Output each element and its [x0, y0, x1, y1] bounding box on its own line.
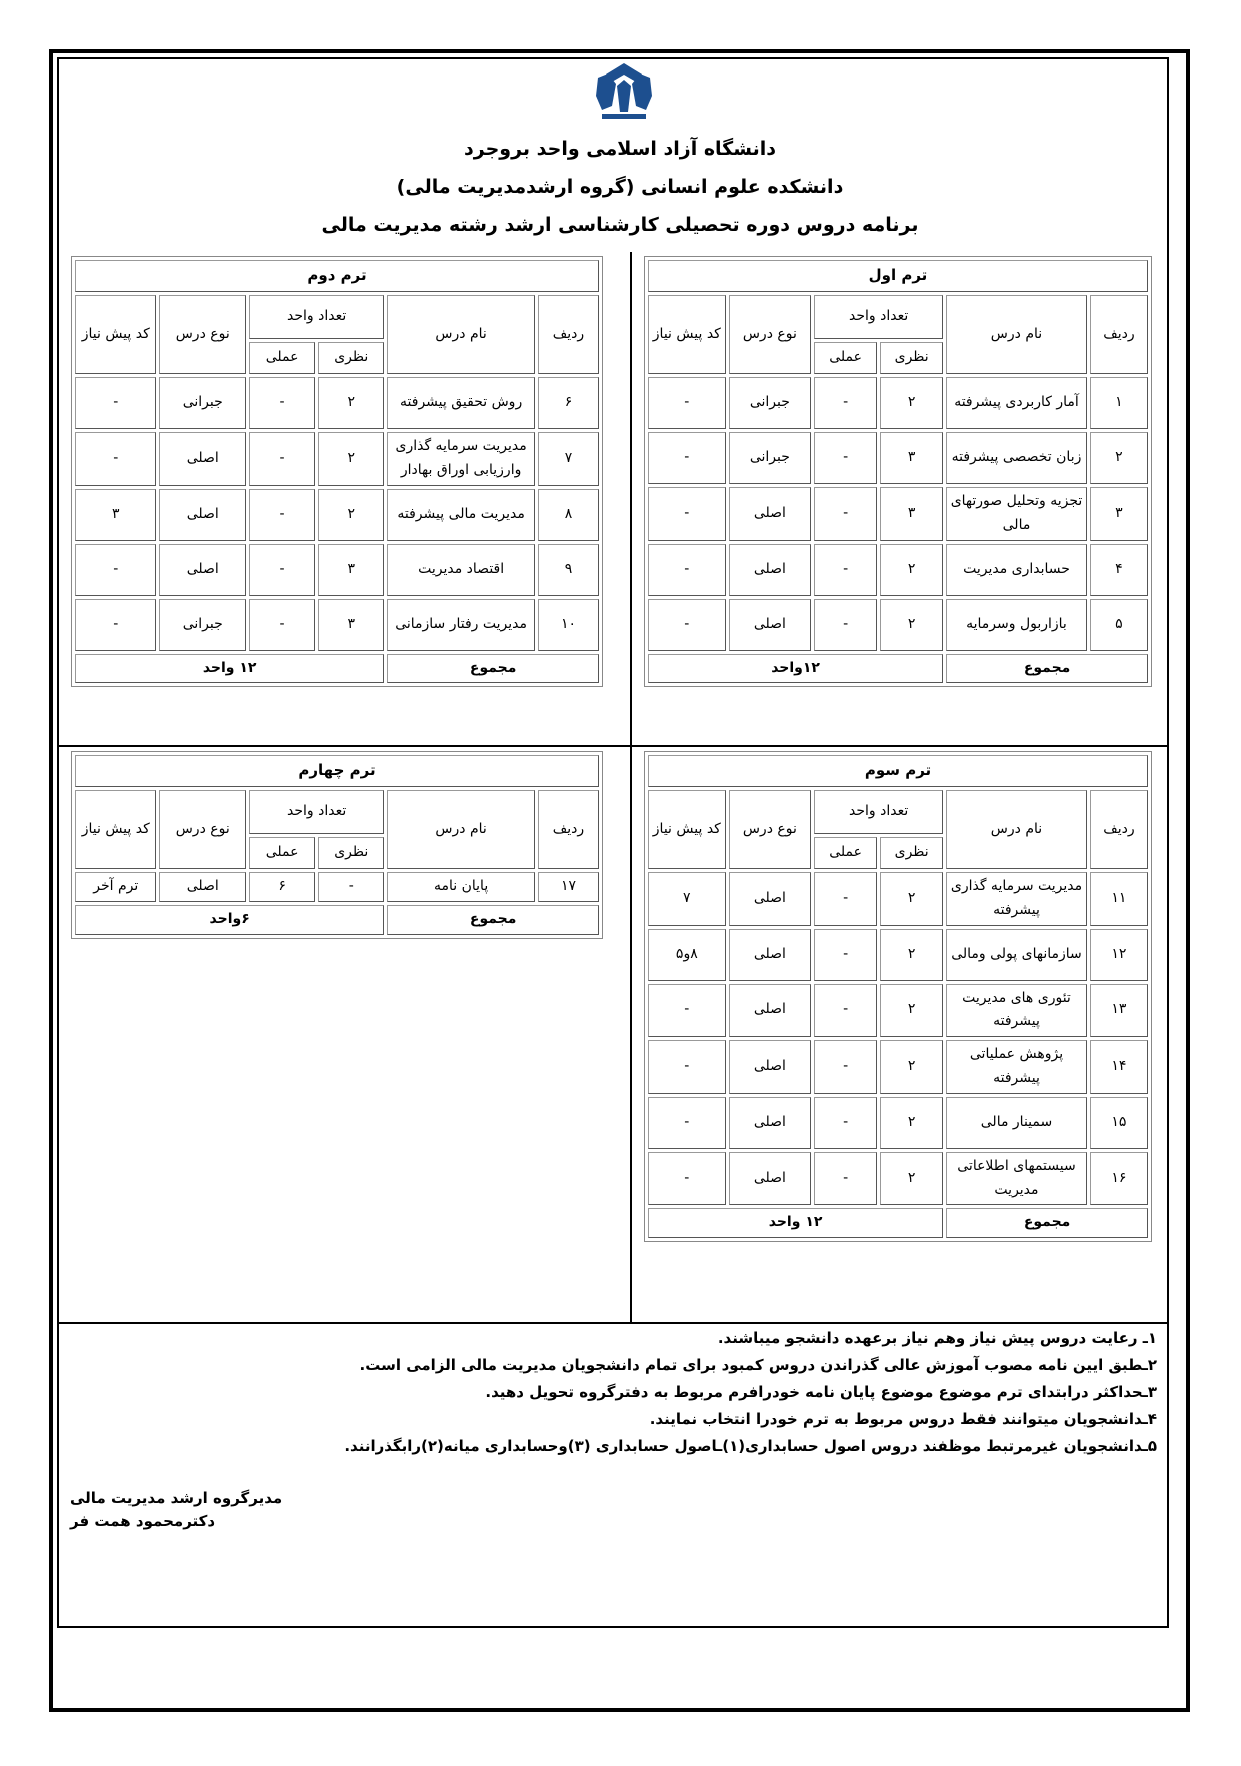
table-row	[75, 377, 599, 429]
col-header-type: نوع درس	[159, 790, 246, 869]
practical-units: -	[814, 544, 877, 596]
col-header-practical: عملی	[249, 342, 315, 374]
col-header-theory: نظری	[880, 837, 943, 869]
theory-units: ۲	[880, 929, 943, 981]
practical-units: -	[814, 872, 877, 926]
course-name: مدیریت رفتار سازمانی	[387, 599, 535, 651]
table-row	[75, 489, 599, 541]
course-name: مدیریت سرمایه گذاری وارزیابی اوراق بهادار	[387, 432, 535, 486]
row-number: ۳	[1090, 487, 1148, 541]
table-row	[75, 432, 599, 486]
signature-name: دکترمحمود همت فر	[70, 1512, 216, 1530]
course-name: مدیریت سرمایه گذاری پیشرفته	[946, 872, 1087, 926]
theory-units: ۲	[880, 544, 943, 596]
col-header-theory: نظری	[880, 342, 943, 374]
course-type: اصلی	[729, 599, 811, 651]
prereq-code: ۸و۵	[648, 929, 726, 981]
prereq-code: -	[75, 599, 156, 651]
column-divider	[630, 252, 632, 1322]
signature-block	[70, 1487, 282, 1533]
col-header-prereq: کد پیش نیاز	[648, 295, 726, 374]
course-name: حسابداری مدیریت	[946, 544, 1087, 596]
col-header-type: نوع درس	[159, 295, 246, 374]
practical-units: -	[814, 984, 877, 1038]
col-header-row: ردیف	[538, 790, 599, 869]
theory-units: ۳	[318, 599, 384, 651]
note-3: ۳ـحداکثر درابتدای ترم موضوع موضوع پایان نامه خودرافرم مربوط به دفترگروه تحویل دهید.	[485, 1383, 1157, 1401]
term-2-table	[71, 256, 603, 687]
table-row	[648, 432, 1148, 484]
col-header-name: نام درس	[387, 295, 535, 374]
note-2: ۲ـطبق ایین نامه مصوب آموزش عالی گذراندن دروس کمبود برای تمام دانشجویان مدیریت مالی الزامی است.	[359, 1356, 1157, 1374]
prereq-code: -	[648, 544, 726, 596]
prereq-code: -	[75, 544, 156, 596]
row-number: ۱۷	[538, 872, 599, 902]
theory-units: ۲	[318, 432, 384, 486]
term-title: ترم اول	[648, 260, 1148, 292]
sum-label: مجموع	[387, 654, 599, 684]
course-name: سازمانهای پولی ومالی	[946, 929, 1087, 981]
sum-total: ۱۲واحد	[648, 654, 943, 684]
row-number: ۱۲	[1090, 929, 1148, 981]
course-name: زبان تخصصی پیشرفته	[946, 432, 1087, 484]
course-name: تجزیه وتحلیل صورتهای مالی	[946, 487, 1087, 541]
sum-total: ۶واحد	[75, 905, 384, 935]
prereq-code: -	[648, 1152, 726, 1206]
practical-units: ۶	[249, 872, 315, 902]
course-type: اصلی	[159, 872, 246, 902]
col-header-row: ردیف	[1090, 295, 1148, 374]
table-row	[648, 984, 1148, 1038]
course-type: جبرانی	[729, 377, 811, 429]
course-type: اصلی	[729, 487, 811, 541]
col-header-units: تعداد واحد	[814, 295, 943, 339]
practical-units: -	[814, 487, 877, 541]
practical-units: -	[814, 929, 877, 981]
col-header-row: ردیف	[538, 295, 599, 374]
course-type: اصلی	[729, 1040, 811, 1094]
col-header-practical: عملی	[249, 837, 315, 869]
col-header-units: تعداد واحد	[249, 295, 384, 339]
row-number: ۵	[1090, 599, 1148, 651]
col-header-practical: عملی	[814, 342, 877, 374]
row-number: ۶	[538, 377, 599, 429]
header-university: دانشگاه آزاد اسلامی واحد بروجرد	[464, 138, 776, 160]
course-type: اصلی	[159, 489, 246, 541]
term-1-table	[644, 256, 1152, 687]
col-header-theory: نظری	[318, 342, 384, 374]
prereq-code: -	[648, 432, 726, 484]
practical-units: -	[249, 432, 315, 486]
theory-units: ۲	[880, 984, 943, 1038]
prereq-code: -	[648, 377, 726, 429]
table-row	[648, 929, 1148, 981]
course-type: اصلی	[729, 929, 811, 981]
prereq-code: ۳	[75, 489, 156, 541]
practical-units: -	[814, 1097, 877, 1149]
prereq-code: ترم آخر	[75, 872, 156, 902]
row-divider	[59, 745, 1167, 747]
prereq-code: -	[648, 599, 726, 651]
practical-units: -	[249, 599, 315, 651]
row-number: ۱۳	[1090, 984, 1148, 1038]
theory-units: ۲	[318, 489, 384, 541]
practical-units: -	[814, 1040, 877, 1094]
practical-units: -	[249, 377, 315, 429]
sum-total: ۱۲ واحد	[75, 654, 384, 684]
col-header-type: نوع درس	[729, 790, 811, 869]
note-4: ۴ـدانشجویان میتوانند فقط دروس مربوط به ترم خودرا انتخاب نمایند.	[649, 1410, 1157, 1428]
theory-units: ۲	[880, 872, 943, 926]
notes-divider	[59, 1322, 1167, 1324]
course-name: پژوهش عملیاتی پیشرفته	[946, 1040, 1087, 1094]
col-header-name: نام درس	[946, 790, 1087, 869]
row-number: ۷	[538, 432, 599, 486]
term-4-table	[71, 751, 603, 939]
note-5: ۵ـدانشجویان غیرمرتبط موظفند دروس اصول حسابداری(۱)ـاصول حسابداری (۳)وحسابداری میانه(۲)رابگذرانند.	[344, 1437, 1157, 1455]
sum-label: مجموع	[946, 1208, 1148, 1238]
course-type: اصلی	[729, 544, 811, 596]
row-number: ۱۴	[1090, 1040, 1148, 1094]
table-row	[648, 544, 1148, 596]
notes-section	[77, 1325, 1157, 1460]
prereq-code: -	[75, 432, 156, 486]
university-logo	[582, 60, 666, 130]
course-type: جبرانی	[729, 432, 811, 484]
course-type: جبرانی	[159, 377, 246, 429]
col-header-prereq: کد پیش نیاز	[648, 790, 726, 869]
sum-label: مجموع	[946, 654, 1148, 684]
prereq-code: -	[648, 487, 726, 541]
header-faculty: دانشکده علوم انسانی (گروه ارشدمدیریت مالی)	[396, 176, 844, 198]
row-number: ۸	[538, 489, 599, 541]
term-3-table	[644, 751, 1152, 1242]
theory-units: ۳	[880, 487, 943, 541]
course-name: روش تحقیق پیشرفته	[387, 377, 535, 429]
table-row	[75, 544, 599, 596]
course-name: تئوری های مدیریت پیشرفته	[946, 984, 1087, 1038]
col-header-units: تعداد واحد	[249, 790, 384, 834]
course-name: مدیریت مالی پیشرفته	[387, 489, 535, 541]
term-title: ترم دوم	[75, 260, 599, 292]
practical-units: -	[249, 489, 315, 541]
signature-title: مدیرگروه ارشد مدیریت مالی	[70, 1489, 283, 1507]
theory-units: ۲	[880, 599, 943, 651]
prereq-code: -	[75, 377, 156, 429]
course-name: بازاربول وسرمایه	[946, 599, 1087, 651]
note-1: ۱ـ رعایت دروس پیش نیاز وهم نیاز برعهده دانشجو میباشند.	[717, 1329, 1157, 1347]
col-header-row: ردیف	[1090, 790, 1148, 869]
course-name: پایان نامه	[387, 872, 535, 902]
sum-label: مجموع	[387, 905, 599, 935]
practical-units: -	[814, 1152, 877, 1206]
sum-total: ۱۲ واحد	[648, 1208, 943, 1238]
practical-units: -	[814, 599, 877, 651]
row-number: ۱۶	[1090, 1152, 1148, 1206]
table-row	[648, 1152, 1148, 1206]
prereq-code: ۷	[648, 872, 726, 926]
practical-units: -	[814, 377, 877, 429]
table-row	[648, 599, 1148, 651]
course-type: اصلی	[159, 544, 246, 596]
col-header-name: نام درس	[946, 295, 1087, 374]
table-row	[75, 872, 599, 902]
col-header-units: تعداد واحد	[814, 790, 943, 834]
table-row	[648, 872, 1148, 926]
table-row	[648, 1040, 1148, 1094]
table-row	[648, 377, 1148, 429]
row-number: ۴	[1090, 544, 1148, 596]
theory-units: ۲	[318, 377, 384, 429]
theory-units: ۲	[880, 1097, 943, 1149]
col-header-practical: عملی	[814, 837, 877, 869]
theory-units: ۲	[880, 1040, 943, 1094]
col-header-prereq: کد پیش نیاز	[75, 295, 156, 374]
col-header-type: نوع درس	[729, 295, 811, 374]
course-type: اصلی	[159, 432, 246, 486]
course-type: جبرانی	[159, 599, 246, 651]
header-program: برنامه دروس دوره تحصیلی کارشناسی ارشد رشته مدیریت مالی	[321, 214, 919, 236]
theory-units: ۳	[880, 432, 943, 484]
row-number: ۹	[538, 544, 599, 596]
row-number: ۱۰	[538, 599, 599, 651]
col-header-theory: نظری	[318, 837, 384, 869]
table-row	[648, 487, 1148, 541]
course-type: اصلی	[729, 872, 811, 926]
course-name: سیستمهای اطلاعاتی مدیریت	[946, 1152, 1087, 1206]
row-number: ۱۱	[1090, 872, 1148, 926]
course-name: سمینار مالی	[946, 1097, 1087, 1149]
table-row	[75, 599, 599, 651]
theory-units: -	[318, 872, 384, 902]
course-name: اقتصاد مدیریت	[387, 544, 535, 596]
theory-units: ۲	[880, 1152, 943, 1206]
course-type: اصلی	[729, 1097, 811, 1149]
theory-units: ۲	[880, 377, 943, 429]
row-number: ۱۵	[1090, 1097, 1148, 1149]
term-title: ترم چهارم	[75, 755, 599, 787]
course-type: اصلی	[729, 1152, 811, 1206]
prereq-code: -	[648, 1040, 726, 1094]
col-header-prereq: کد پیش نیاز	[75, 790, 156, 869]
theory-units: ۳	[318, 544, 384, 596]
course-name: آمار کاربردی پیشرفته	[946, 377, 1087, 429]
row-number: ۲	[1090, 432, 1148, 484]
table-row	[648, 1097, 1148, 1149]
row-number: ۱	[1090, 377, 1148, 429]
prereq-code: -	[648, 984, 726, 1038]
term-title: ترم سوم	[648, 755, 1148, 787]
practical-units: -	[249, 544, 315, 596]
col-header-name: نام درس	[387, 790, 535, 869]
prereq-code: -	[648, 1097, 726, 1149]
course-type: اصلی	[729, 984, 811, 1038]
practical-units: -	[814, 432, 877, 484]
